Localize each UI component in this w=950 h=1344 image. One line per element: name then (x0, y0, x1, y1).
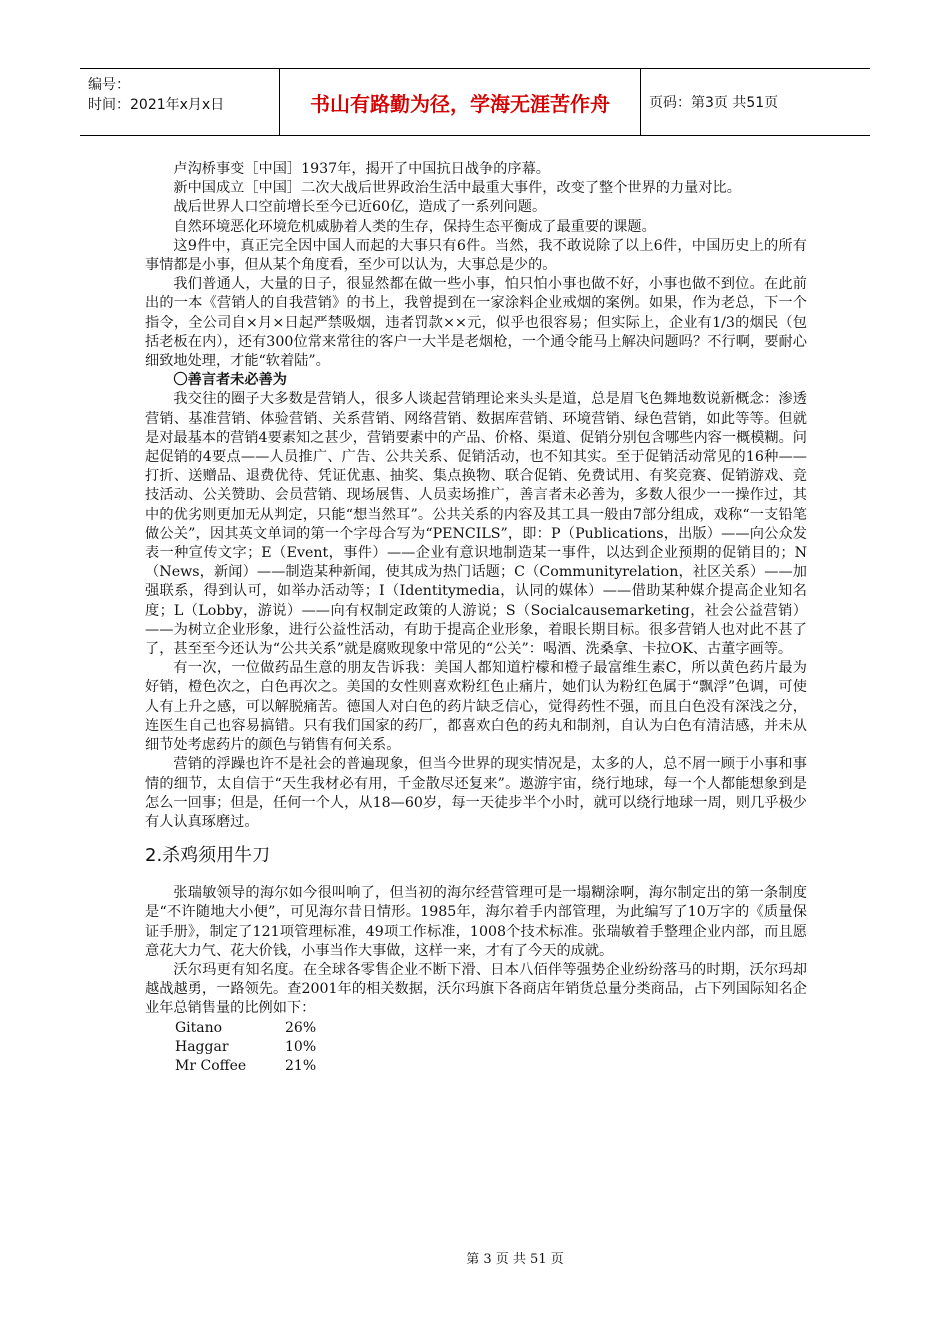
subheading: 〇善言者未必善为 (173, 372, 287, 389)
brand-name: Gitano (175, 1019, 223, 1036)
page-footer: 第 3 页 共 51 页 (466, 1252, 564, 1267)
paragraph: 有一次，一位做药品生意的朋友告诉我：美国人都知道柠檬和橙子最富维生素C，所以黄色药片最为好销，橙色次之，白色再次之。美国的女性则喜欢粉红色止痛片，她们认为粉红色属于“飘浮”色调，可使人有上升之感，可以解脱痛苦。德国人对白色的药片缺乏信心，觉得药性不强，而且白色没有深浅之分，连医生自己也容易搞错。只有我们国家的药厂，都喜欢白色的药丸和制剂，自认为白色有清洁感，并未从细节处考虑药片的颜色与销售有何关系。 (145, 660, 807, 754)
brand-name: Haggar (175, 1038, 229, 1055)
header-meta (80, 69, 280, 135)
header-page-info: 页码：第3页 共51页 (649, 95, 779, 111)
paragraph: 张瑞敏领导的海尔如今很叫响了，但当初的海尔经营管理可是一塌糊涂啊，海尔制定出的第一条制度是“不许随地大小便”，可见海尔昔日情形。1985年，海尔着手内部管理，为此编写了10万字的《质量保证手册》，制定了121项管理标准，49项工作标准，1008个技术标准。张瑞敏着手整理企业内部，而且愿意花大力气、花大价钱，小事当作大事做，这样一来，才有了今天的成就。 (145, 885, 807, 959)
paragraph: 这9件中，真正完全因中国人而起的大事只有6件。当然，我不敢说除了以上6件，中国历史上的所有事情都是小事，但从某个角度看，至少可以认为，大事总是少的。 (145, 237, 807, 274)
document-body (145, 160, 807, 1076)
number-label: 编号： (88, 77, 130, 93)
paragraph: 我交往的圈子大多数是营销人，很多人谈起营销理论来头头是道，总是眉飞色舞地数说新概念：渗透营销、基准营销、体验营销、关系营销、网络营销、数据库营销、环境营销、绿色营销，如此等等。但就是对最基本的营销4要素知之甚少，营销要素中的产品、价格、渠道、促销分别包含哪些内容一概模糊。问起促销的4要点——人员推广、广告、公共关系、促销活动，也不知其实。至于促销活动常见的16种——打折、送赠品、退费优待、凭证优惠、抽奖、集点换物、联合促销、免费试用、有奖竞赛、促销游戏、竞技活动、公关赞助、会员营销、现场展售、人员卖场推广，善言者未必善为，多数人很少一一操作过，其中的优劣则更加无从判定，只能“想当然耳”。公共关系的内容及其工具一般由7部分组成，戏称“一支铅笔做公关”，因其英文单词的第一个字母合写为“PENCILS”，即：P（Publications，出版）——向公众发表一种宣传文字；E（Event，事件）——企业有意识地制造某一事件，以达到企业预期的促销目的；N（News，新闻）——制造某种新闻，使其成为热门话题；C（Communityrelation，社区关系）——加强联系，得到认可，如举办活动等；I（Identitymedia，认同的媒体）——借助某种媒介提高企业知名度；L（Lobby，游说）——向有权制定政策的人游说；S（Socialcausemarketing，社会公益营销）——为树立企业形象，进行公益性活动，有助于提高企业形象，着眼长期目标。很多营销人也对此不甚了了，甚至至今还认为“公共关系”就是腐败现象中常见的“公关”：喝酒、洗桑拿、卡拉OK、古董字画等。 (145, 391, 807, 658)
brand-share-list (175, 1019, 807, 1077)
header-motto: 书山有路勤为径，学海无涯苦作舟 (280, 69, 641, 135)
brand-share: 10% (285, 1038, 317, 1055)
time-label: 时间：2021年x月x日 (88, 97, 225, 113)
list-item (175, 1019, 807, 1038)
brand-share: 21% (285, 1057, 317, 1074)
paragraph: 营销的浮躁也许不是社会的普遍现象，但当今世界的现实情况是，太多的人，总不屑一顾于小事和事情的细节，太自信于“天生我材必有用，千金散尽还复来”。遨游宇宙，绕行地球，每一个人都能想象到是怎么一回事；但是，任何一个人，从18—60岁，每一天徒步半个小时，就可以绕行地球一周，则几乎极少有人认真琢磨过。 (145, 756, 807, 830)
brand-name: Mr Coffee (175, 1057, 247, 1074)
paragraph: 战后世界人口空前增长至今已近60亿，造成了一系列问题。 (173, 199, 547, 216)
page-header (80, 68, 870, 136)
section-title: 2.杀鸡须用牛刀 (145, 845, 271, 867)
brand-share: 26% (285, 1019, 317, 1036)
paragraph: 沃尔玛更有知名度。在全球各零售企业不断下滑、日本八佰伴等强势企业纷纷落马的时期，沃尔玛却越战越勇，一路领先。查2001年的相关数据，沃尔玛旗下各商店年销货总量分类商品，占下列国际知名企业年总销售量的比例如下： (145, 961, 807, 1017)
paragraph: 我们普通人，大量的日子，很显然都在做一些小事，怕只怕小事也做不好，小事也做不到位。在此前出的一本《营销人的自我营销》的书上，我曾提到在一家涂料企业戒烟的案例。如果，作为老总，下一个指令，全公司自×月×日起严禁吸烟，违者罚款××元，似乎也很容易；但实际上，企业有1/3的烟民（包括老板在内），还有300位常来常往的客户一大半是老烟枪，一个通令能马上解决问题吗？不行啊，要耐心细致地处理，才能“软着陆”。 (145, 276, 807, 370)
paragraph: 卢沟桥事变［中国］1937年，揭开了中国抗日战争的序幕。 (173, 161, 550, 177)
list-item (175, 1038, 807, 1057)
paragraph: 自然环境恶化环境危机威胁着人类的生存，保持生态平衡成了最重要的课题。 (173, 218, 656, 235)
paragraph: 新中国成立［中国］二次大战后世界政治生活中最重大事件，改变了整个世界的力量对比。 (173, 180, 741, 197)
list-item (175, 1057, 807, 1076)
